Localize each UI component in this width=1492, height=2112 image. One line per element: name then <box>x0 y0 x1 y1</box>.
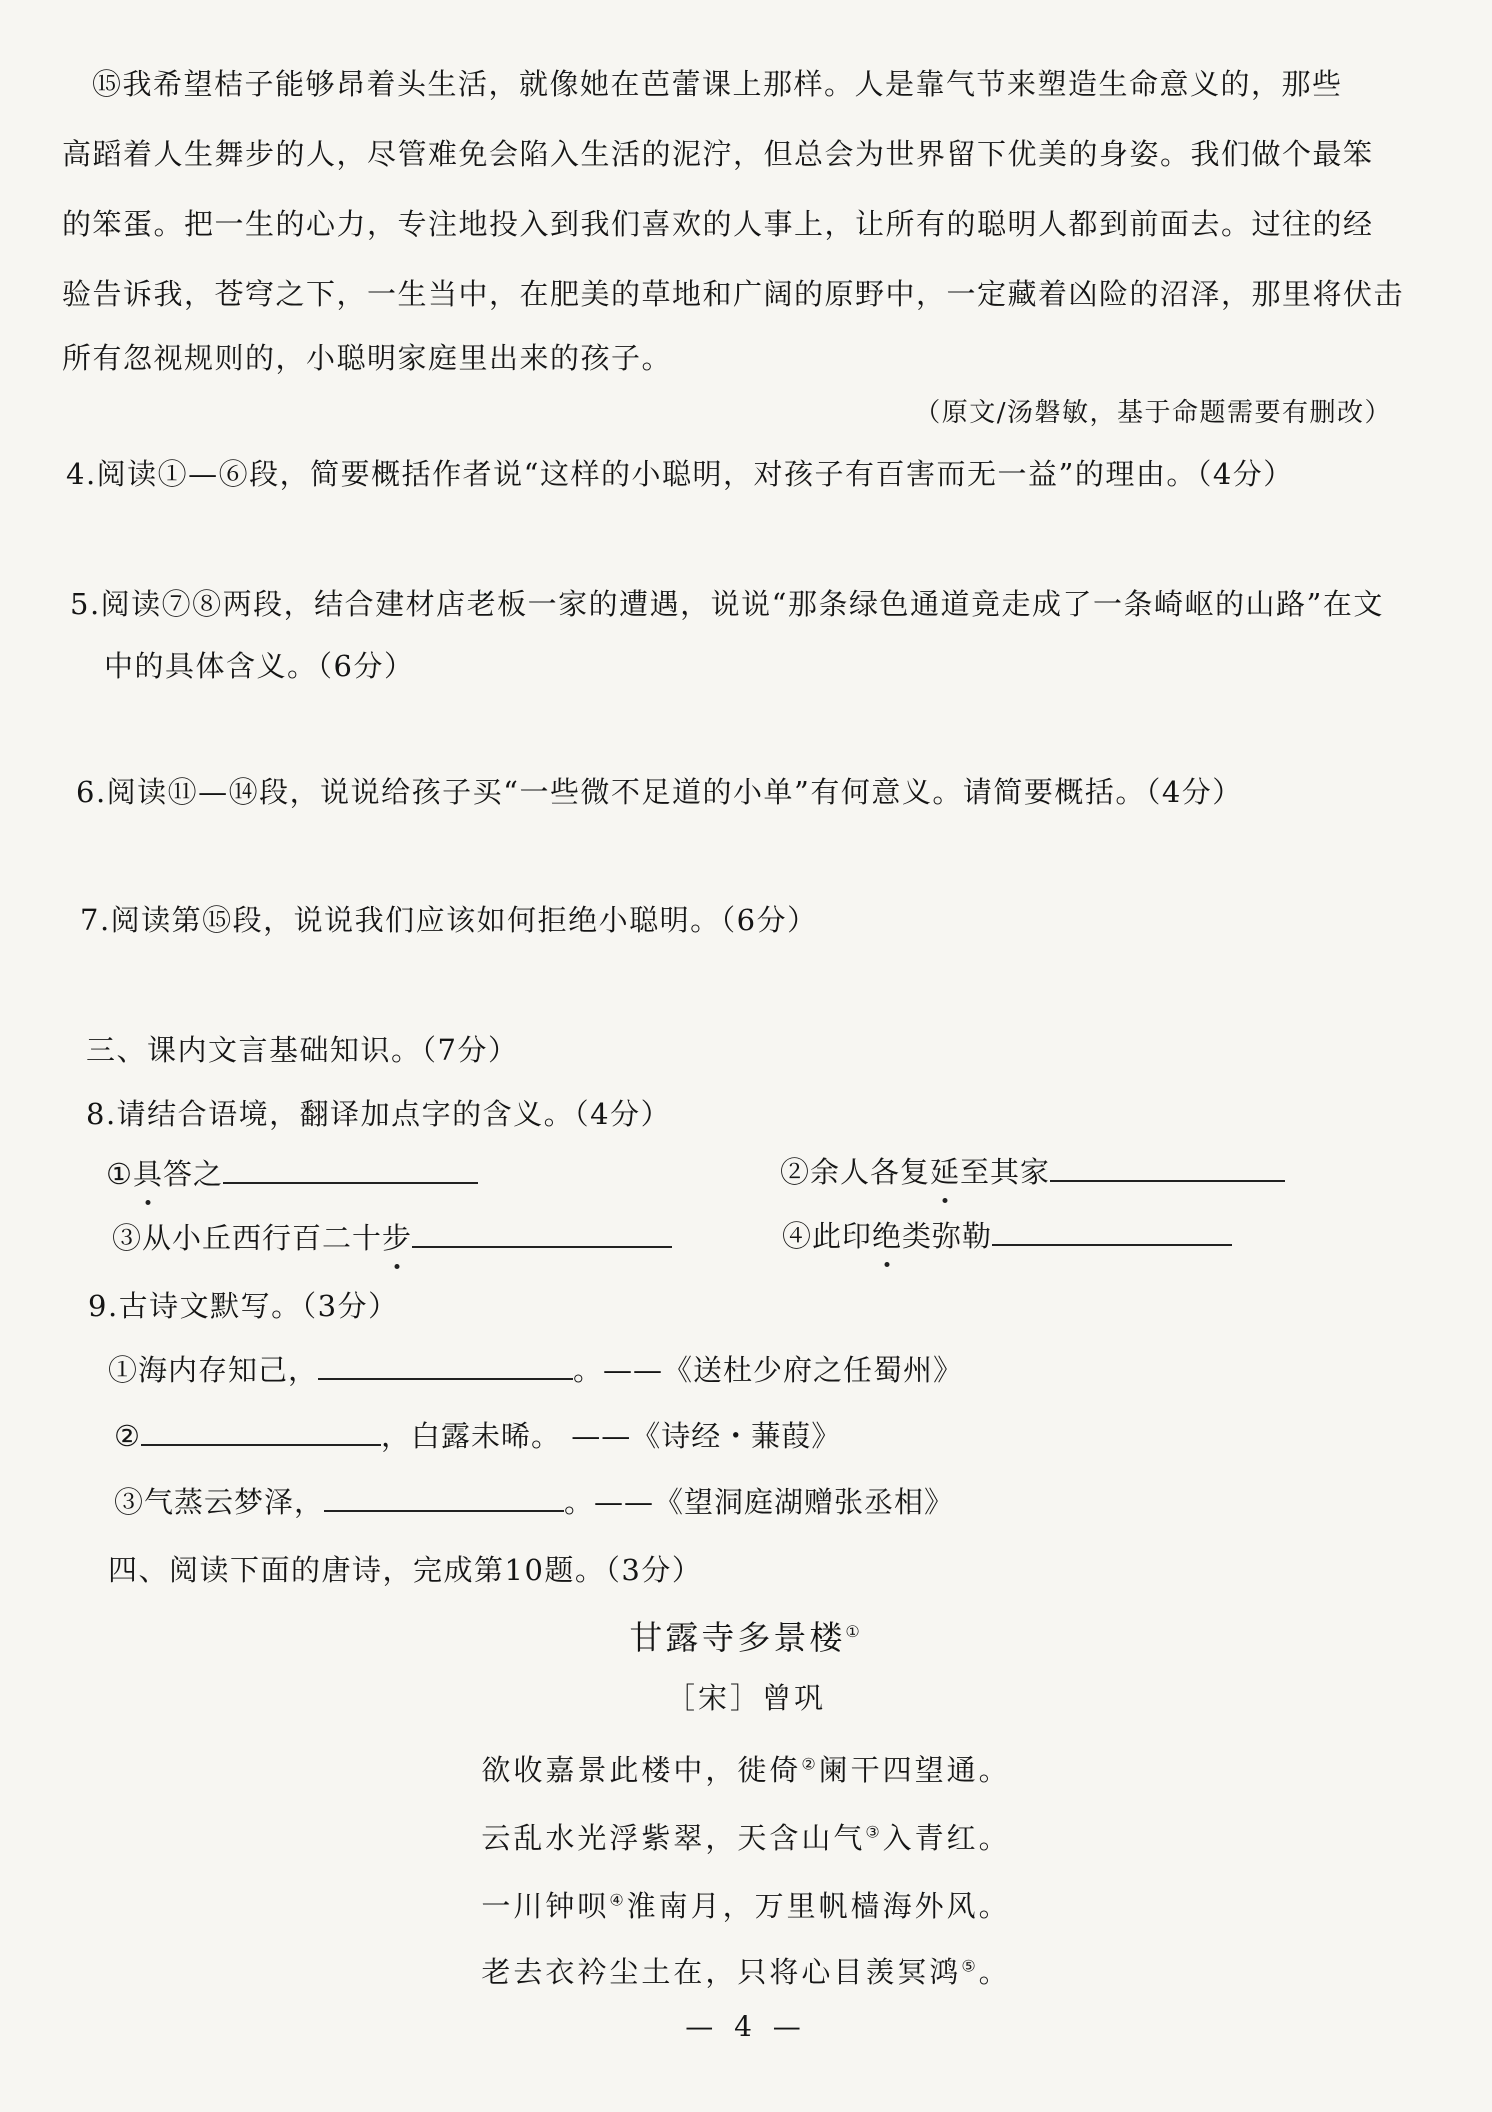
question-5-cont: 中的具体含义。（6分） <box>104 649 415 683</box>
poem-dictation-1: ①海内存知己， 。——《送杜少府之任蜀州》 <box>108 1353 964 1387</box>
answer-blank[interactable] <box>1050 1179 1285 1182</box>
poem-dictation-2: ② ，白露未晞。 ——《诗经・蒹葭》 <box>114 1419 842 1453</box>
passage-line: 的笨蛋。把一生的心力，专注地投入到我们喜欢的人事上，让所有的聪明人都到前面去。过往的经 <box>62 207 1374 241</box>
question-5: 5.阅读⑦⑧两段，结合建材店老板一家的遭遇，说说“那条绿色通道竟走成了一条崎岖的山路”在文 <box>70 587 1384 621</box>
passage-line: 验告诉我，苍穹之下，一生当中，在肥美的草地和广阔的原野中，一定藏着凶险的沼泽，那里将伏击 <box>62 277 1405 311</box>
page-number: — 4 — <box>685 2010 807 2043</box>
dotted-char: 步 <box>382 1216 412 1257</box>
poem-dictation-3: ③气蒸云梦泽， 。——《望洞庭湖赠张丞相》 <box>114 1485 955 1519</box>
passage-line: 高蹈着人生舞步的人，尽管难免会陷入生活的泥泞，但总会为世界留下优美的身姿。我们做个最笨 <box>62 137 1374 171</box>
poem-line: 云乱水光浮紫翠，天含山气③入青红。 <box>481 1821 1011 1855</box>
q8-item-4: ④此印绝类弥勒 <box>782 1214 1232 1255</box>
question-8: 8.请结合语境，翻译加点字的含义。（4分） <box>86 1097 672 1131</box>
answer-blank[interactable] <box>412 1245 672 1248</box>
dotted-char: 延 <box>930 1150 960 1191</box>
dotted-char: 绝 <box>872 1214 902 1255</box>
passage-line: ⑮我希望桔子能够昂着头生活，就像她在芭蕾课上那样。人是靠气节来塑造生命意义的，那些 <box>92 67 1343 101</box>
section-4-heading: 四、阅读下面的唐诗，完成第10题。（3分） <box>108 1553 703 1587</box>
passage-source: （原文/汤磐敏，基于命题需要有删改） <box>914 398 1392 428</box>
q8-item-3: ③从小丘西行百二十步 <box>112 1216 672 1257</box>
answer-blank[interactable] <box>992 1243 1232 1246</box>
answer-blank[interactable] <box>141 1443 381 1446</box>
poem-line: 老去衣衿尘土在，只将心目羡冥鸿⑤。 <box>481 1955 1011 1989</box>
answer-blank[interactable] <box>223 1181 478 1184</box>
section-3-heading: 三、课内文言基础知识。（7分） <box>86 1033 519 1067</box>
footnote-mark: ① <box>845 1622 863 1641</box>
dotted-char: 具 <box>133 1152 163 1193</box>
answer-blank[interactable] <box>318 1377 573 1380</box>
poem-line: 欲收嘉景此楼中，徙倚②阑干四望通。 <box>481 1753 1011 1787</box>
question-7: 7.阅读第⑮段，说说我们应该如何拒绝小聪明。（6分） <box>80 903 818 937</box>
q8-item-1: ①具答之 <box>106 1152 478 1193</box>
question-9: 9.古诗文默写。（3分） <box>88 1289 399 1323</box>
passage-line: 所有忽视规则的，小聪明家庭里出来的孩子。 <box>62 341 673 375</box>
poem-author: ［宋］曾巩 <box>665 1681 826 1715</box>
answer-blank[interactable] <box>324 1509 564 1512</box>
poem-line: 一川钟呗④淮南月，万里帆樯海外风。 <box>481 1889 1011 1923</box>
poem-title: 甘露寺多景楼① <box>629 1618 863 1657</box>
question-4: 4.阅读①—⑥段，简要概括作者说“这样的小聪明，对孩子有百害而无一益”的理由。（4分） <box>66 457 1294 491</box>
q8-item-2: ②余人各复延至其家 <box>780 1150 1285 1191</box>
question-6: 6.阅读⑪—⑭段，说说给孩子买“一些微不足道的小单”有何意义。请简要概括。（4分） <box>76 775 1243 809</box>
